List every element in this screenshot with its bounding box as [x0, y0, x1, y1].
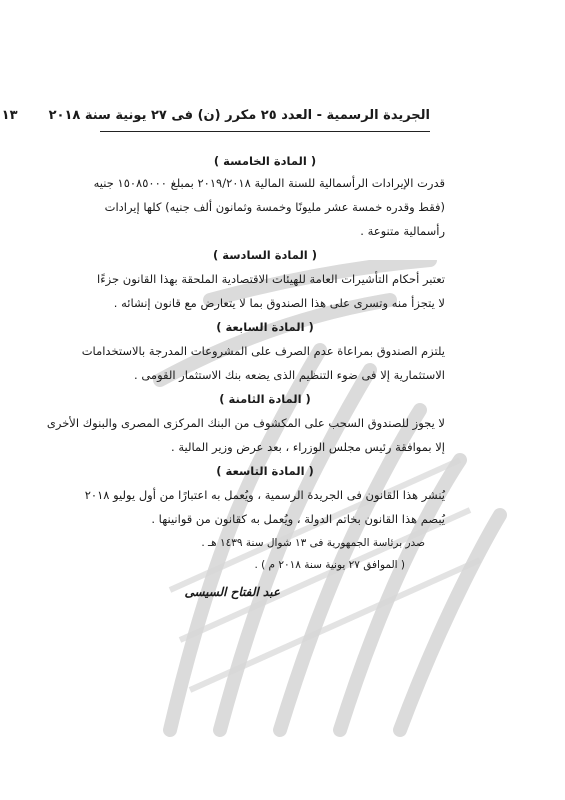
issuance-date-hijri: صدر برئاسة الجمهورية فى ١٣ شوال سنة ١٤٣٩ هـ .	[201, 537, 425, 549]
header-divider	[100, 131, 430, 132]
article-7-line-1: يلتزم الصندوق بمراعاة عدم الصرف على المشروعات المدرجة بالاستخدامات	[81, 344, 445, 358]
page-number: ١٣	[1, 108, 18, 123]
article-8-heading: ( المادة الثامنة )	[219, 392, 311, 406]
article-9-heading: ( المادة التاسعة )	[216, 464, 314, 478]
article-5-line-3: رأسمالية متنوعة .	[360, 224, 445, 238]
article-6-heading: ( المادة السادسة )	[213, 248, 317, 262]
signature: عبد الفتاح السيسى	[184, 585, 280, 599]
article-7-heading: ( المادة السابعة )	[216, 320, 314, 334]
article-6-line-1: تعتبر أحكام التأشيرات العامة للهيئات الاقتصادية الملحقة بهذا القانون جزءًا	[97, 272, 445, 286]
header-title: الجريدة الرسمية - العدد ٢٥ مكرر (ن) فى ٢٧ يونية سنة ٢٠١٨	[48, 108, 430, 123]
article-5-line-2: (فقط وقدره خمسة عشر مليونًا وخمسة وثمانون ألف جنيه) كلها إيرادات	[104, 200, 445, 214]
page-header	[1, 108, 430, 123]
article-9-line-2: يُبصم هذا القانون بخاتم الدولة ، ويُعمل به كقانون من قوانينها .	[151, 512, 445, 526]
article-5-line-1: قدرت الإيرادات الرأسمالية للسنة المالية ٢٠١٩/٢٠١٨ بمبلغ ١٥٠٨٥٠٠٠ جنيه	[93, 176, 445, 190]
article-7-line-2: الاستثمارية إلا فى ضوء التنظيم الذى يضعه بنك الاستثمار القومى .	[134, 368, 445, 382]
article-6-line-2: لا يتجزأ منه وتسرى على هذا الصندوق بما لا يتعارض مع قانون إنشائه .	[113, 296, 445, 310]
article-8-line-2: إلا بموافقة رئيس مجلس الوزراء ، بعد عرض وزير المالية .	[171, 440, 445, 454]
article-8-line-1: لا يجوز للصندوق السحب على المكشوف من البنك المركزى المصرى والبنوك الأخرى	[46, 416, 445, 430]
article-5-heading: ( المادة الخامسة )	[213, 154, 317, 168]
article-9-line-1: يُنشر هذا القانون فى الجريدة الرسمية ، ويُعمل به اعتبارًا من أول يوليو ٢٠١٨	[84, 488, 445, 502]
issuance-date-gregorian: ( الموافق ٢٧ يونية سنة ٢٠١٨ م ) .	[254, 559, 405, 571]
